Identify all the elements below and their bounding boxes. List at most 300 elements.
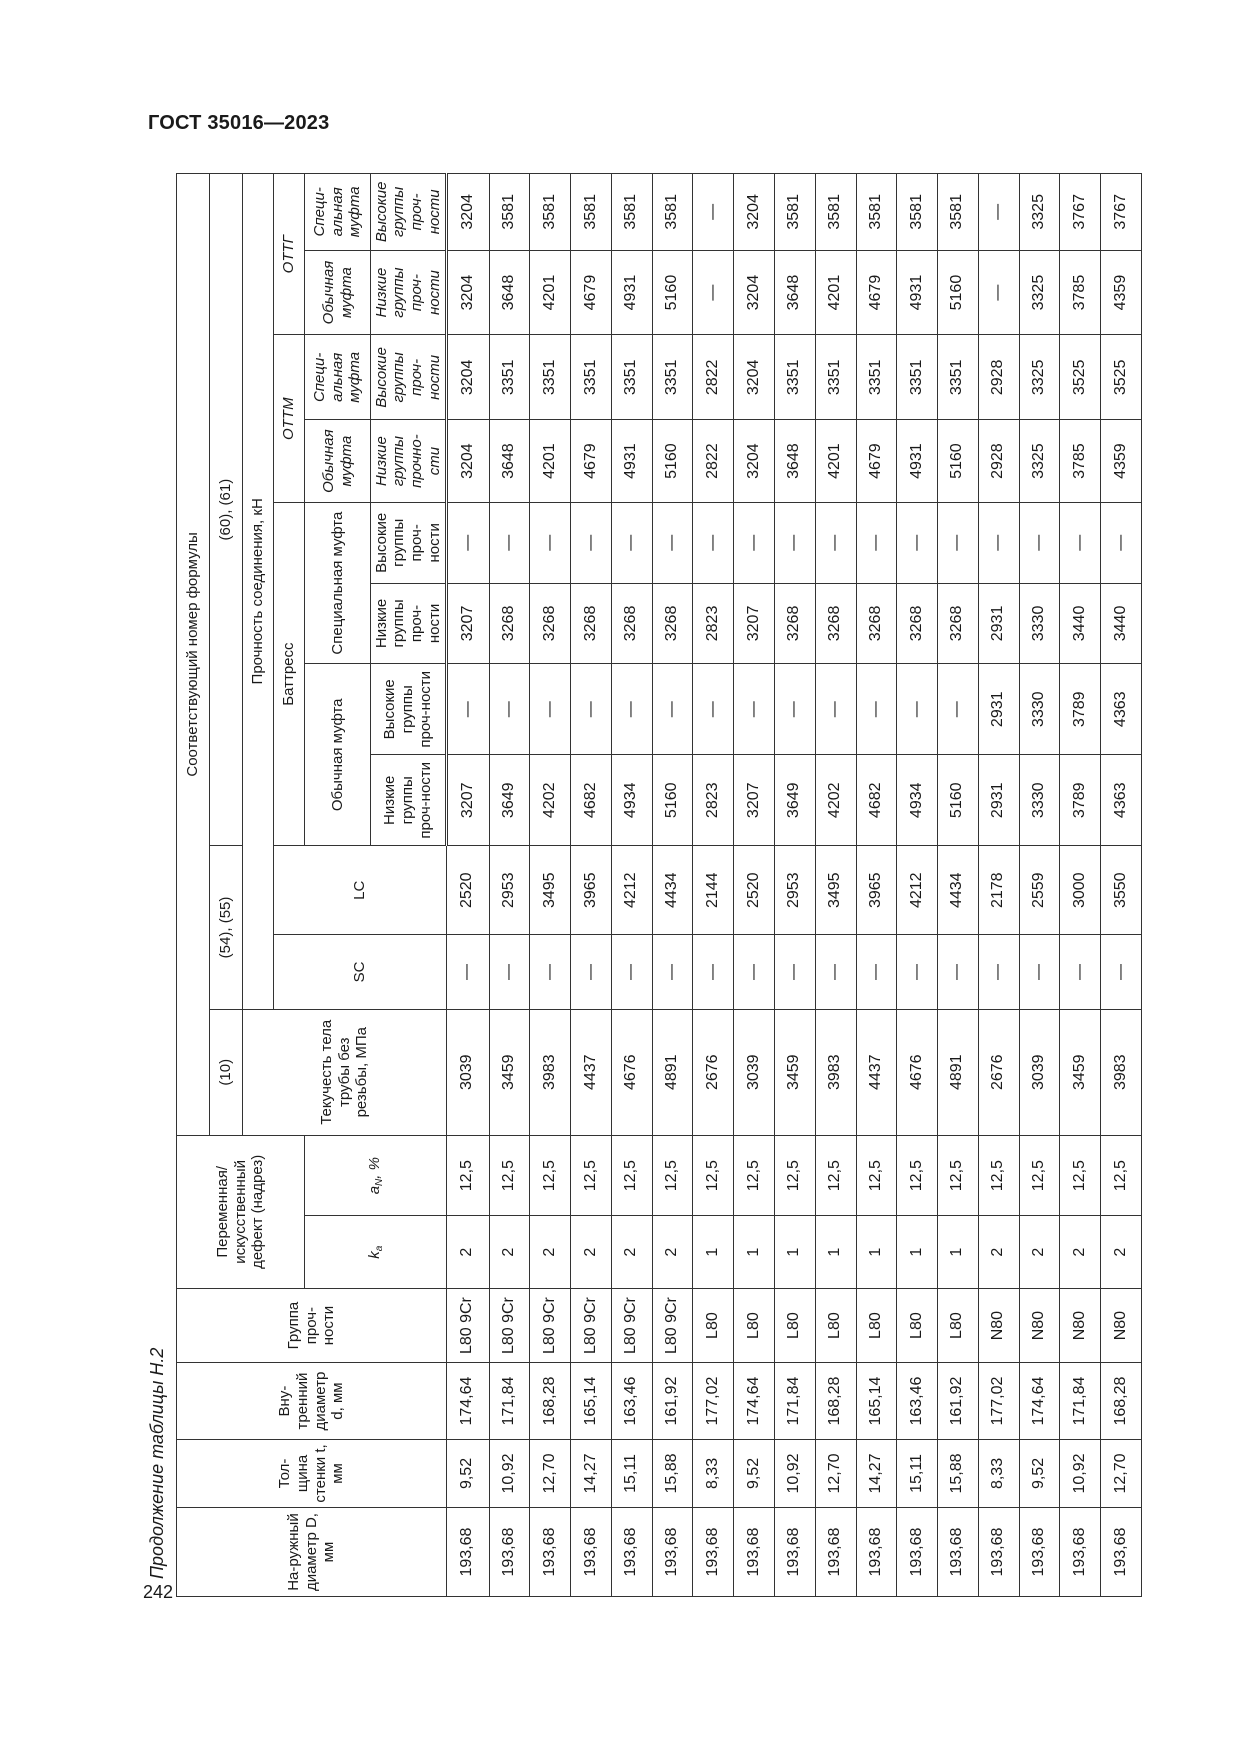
- table-cell: 12,70: [530, 1439, 571, 1507]
- table-cell: 3983: [815, 1009, 856, 1135]
- header-ka: $k_а$: [305, 1216, 447, 1288]
- header-ottg-regular-low: Низкие группы проч-ности: [371, 250, 447, 335]
- table-cell: 3351: [815, 335, 856, 420]
- table-cell: 3789: [1060, 755, 1101, 846]
- table-cell: 3351: [652, 335, 693, 420]
- table-cell: L80 9Cr: [571, 1288, 612, 1362]
- table-cell: 5160: [938, 420, 979, 503]
- table-cell: 168,28: [1101, 1363, 1142, 1440]
- table-cell: 4363: [1101, 664, 1142, 755]
- table-cell: 5160: [652, 420, 693, 503]
- table-cell: 3207: [734, 583, 775, 664]
- table-cell: 3440: [1060, 583, 1101, 664]
- header-buttress-regular-low: Низкие группы проч-ности: [371, 755, 447, 846]
- table-cell: —: [693, 935, 734, 1009]
- table-cell: 3268: [815, 583, 856, 664]
- table-cell: 3649: [489, 755, 530, 846]
- table-cell: 2: [652, 1216, 693, 1288]
- table-cell: 4931: [897, 420, 938, 503]
- table-cell: 12,5: [734, 1135, 775, 1216]
- table-cell: 3207: [447, 755, 490, 846]
- table-cell: 161,92: [938, 1363, 979, 1440]
- table-cell: 4934: [897, 755, 938, 846]
- table-cell: 193,68: [447, 1508, 490, 1597]
- table-cell: —: [571, 935, 612, 1009]
- table-cell: 14,27: [856, 1439, 897, 1507]
- table-cell: —: [774, 664, 815, 755]
- table-cell: 174,64: [1019, 1363, 1060, 1440]
- header-buttress-special-high: Высокие группы проч-ности: [371, 502, 447, 583]
- table-cell: —: [938, 502, 979, 583]
- table-cell: 4201: [815, 420, 856, 503]
- table-cell: —: [489, 664, 530, 755]
- table-cell: 10,92: [774, 1439, 815, 1507]
- rotated-table-frame: [176, 173, 1142, 1597]
- table-cell: 3581: [774, 174, 815, 251]
- table-cell: 3495: [815, 846, 856, 935]
- table-cell: 15,11: [897, 1439, 938, 1507]
- table-cell: —: [571, 664, 612, 755]
- table-cell: —: [734, 935, 775, 1009]
- table-cell: 4676: [611, 1009, 652, 1135]
- table-cell: 3204: [447, 250, 490, 335]
- table-row: [1019, 174, 1060, 1597]
- table-cell: 15,88: [938, 1439, 979, 1507]
- table-cell: 12,5: [693, 1135, 734, 1216]
- table-cell: 171,84: [1060, 1363, 1101, 1440]
- table-cell: 193,68: [530, 1508, 571, 1597]
- table-cell: 3204: [734, 250, 775, 335]
- table-cell: L80 9Cr: [652, 1288, 693, 1362]
- table-cell: 5160: [938, 755, 979, 846]
- table-row: [774, 174, 815, 1597]
- header-ottg: ОТТГ: [274, 174, 305, 335]
- table-cell: 193,68: [774, 1508, 815, 1597]
- table-cell: 193,68: [571, 1508, 612, 1597]
- table-cell: 3325: [1019, 335, 1060, 420]
- table-row: [693, 174, 734, 1597]
- table-cell: 5160: [938, 250, 979, 335]
- table-cell: —: [978, 250, 1019, 335]
- table-cell: 174,64: [734, 1363, 775, 1440]
- table-cell: 5160: [652, 250, 693, 335]
- table-cell: —: [693, 664, 734, 755]
- table-cell: 3325: [1019, 420, 1060, 503]
- table-cell: 177,02: [693, 1363, 734, 1440]
- table-cell: 4682: [856, 755, 897, 846]
- header-ottm: ОТТМ: [274, 335, 305, 503]
- table-cell: 3648: [489, 250, 530, 335]
- table-cell: L80: [815, 1288, 856, 1362]
- table-cell: 3268: [774, 583, 815, 664]
- table-cell: 12,70: [1101, 1439, 1142, 1507]
- table-cell: —: [1101, 935, 1142, 1009]
- table-cell: —: [530, 935, 571, 1009]
- table-cell: 3983: [1101, 1009, 1142, 1135]
- header-yield: Текучесть тела трубы без резьбы, МПа: [243, 1009, 447, 1135]
- table-cell: 193,68: [815, 1508, 856, 1597]
- table-cell: 2822: [693, 420, 734, 503]
- table-cell: 3330: [1019, 755, 1060, 846]
- table-cell: 3767: [1060, 174, 1101, 251]
- table-cell: L80 9Cr: [489, 1288, 530, 1362]
- table-row: [938, 174, 979, 1597]
- table-cell: —: [938, 935, 979, 1009]
- table-cell: 1: [815, 1216, 856, 1288]
- table-cell: 193,68: [1019, 1508, 1060, 1597]
- table-cell: 4359: [1101, 420, 1142, 503]
- table-cell: 15,11: [611, 1439, 652, 1507]
- table-cell: 161,92: [652, 1363, 693, 1440]
- table-cell: —: [815, 664, 856, 755]
- table-cell: 2: [571, 1216, 612, 1288]
- table-cell: L80: [693, 1288, 734, 1362]
- header-wall-thickness: Тол-щина стенки t, мм: [177, 1439, 447, 1507]
- table-cell: 2: [447, 1216, 490, 1288]
- table-cell: 12,5: [856, 1135, 897, 1216]
- table-cell: —: [1060, 502, 1101, 583]
- table-cell: 3268: [652, 583, 693, 664]
- table-cell: —: [447, 664, 490, 755]
- table-row: [571, 174, 612, 1597]
- table-cell: 2520: [447, 846, 490, 935]
- table-cell: —: [1060, 935, 1101, 1009]
- table-row: [734, 174, 775, 1597]
- table-row: [1101, 174, 1142, 1597]
- table-head: [177, 174, 447, 1597]
- table-cell: 3581: [530, 174, 571, 251]
- table-cell: 4679: [571, 250, 612, 335]
- table-cell: 12,5: [611, 1135, 652, 1216]
- table-cell: 3268: [856, 583, 897, 664]
- table-cell: 3204: [447, 174, 490, 251]
- table-cell: 4682: [571, 755, 612, 846]
- table-cell: 2: [978, 1216, 1019, 1288]
- table-cell: 3039: [1019, 1009, 1060, 1135]
- table-cell: 3204: [734, 174, 775, 251]
- table-cell: L80: [774, 1288, 815, 1362]
- table-cell: 1: [938, 1216, 979, 1288]
- table-cell: —: [571, 502, 612, 583]
- table-cell: 4434: [652, 846, 693, 935]
- table-cell: 1: [856, 1216, 897, 1288]
- header-buttress-regular-high: Высокие группы проч-ности: [371, 664, 447, 755]
- table-cell: 3268: [897, 583, 938, 664]
- table-cell: 4891: [938, 1009, 979, 1135]
- table-cell: 2520: [734, 846, 775, 935]
- table-cell: 12,5: [938, 1135, 979, 1216]
- table-cell: —: [897, 502, 938, 583]
- table-cell: 2928: [978, 335, 1019, 420]
- table-cell: 3039: [734, 1009, 775, 1135]
- table-cell: 3268: [611, 583, 652, 664]
- table-cell: —: [978, 935, 1019, 1009]
- table-cell: 4212: [897, 846, 938, 935]
- table-cell: 5160: [652, 755, 693, 846]
- table-cell: 12,5: [978, 1135, 1019, 1216]
- table-cell: 12,5: [652, 1135, 693, 1216]
- data-table: [176, 173, 1142, 1597]
- table-cell: —: [447, 935, 490, 1009]
- table-cell: 4202: [530, 755, 571, 846]
- table-cell: 168,28: [530, 1363, 571, 1440]
- header-inner-diameter: Вну-тренний диаметр d, мм: [177, 1363, 447, 1440]
- table-cell: 2: [489, 1216, 530, 1288]
- table-cell: 12,5: [571, 1135, 612, 1216]
- table-cell: —: [1101, 502, 1142, 583]
- table-cell: —: [734, 502, 775, 583]
- header-strength-group: Группа проч-ности: [177, 1288, 447, 1362]
- table-cell: 3351: [489, 335, 530, 420]
- table-cell: 3204: [447, 335, 490, 420]
- table-cell: 3785: [1060, 250, 1101, 335]
- table-cell: 4201: [530, 250, 571, 335]
- table-cell: 3648: [774, 250, 815, 335]
- table-cell: L80: [734, 1288, 775, 1362]
- table-cell: 1: [897, 1216, 938, 1288]
- table-row: [611, 174, 652, 1597]
- table-cell: —: [734, 664, 775, 755]
- table-cell: —: [652, 664, 693, 755]
- table-cell: 171,84: [489, 1363, 530, 1440]
- table-cell: 2931: [978, 583, 1019, 664]
- table-cell: N80: [1060, 1288, 1101, 1362]
- table-cell: 3351: [611, 335, 652, 420]
- table-cell: —: [693, 250, 734, 335]
- table-cell: —: [652, 935, 693, 1009]
- table-cell: —: [530, 502, 571, 583]
- header-formula-10: (10): [210, 1009, 243, 1135]
- table-cell: 4359: [1101, 250, 1142, 335]
- table-cell: L80: [897, 1288, 938, 1362]
- header-an: $a_N$, %: [305, 1135, 447, 1216]
- table-cell: 3330: [1019, 664, 1060, 755]
- table-cell: 4212: [611, 846, 652, 935]
- table-cell: 3351: [571, 335, 612, 420]
- table-cell: 1: [693, 1216, 734, 1288]
- table-cell: 165,14: [571, 1363, 612, 1440]
- table-cell: 193,68: [938, 1508, 979, 1597]
- table-row: [815, 174, 856, 1597]
- table-cell: 3351: [774, 335, 815, 420]
- table-cell: 193,68: [611, 1508, 652, 1597]
- table-cell: 2676: [978, 1009, 1019, 1135]
- table-cell: 171,84: [774, 1363, 815, 1440]
- table-cell: 3767: [1101, 174, 1142, 251]
- table-cell: —: [447, 502, 490, 583]
- table-cell: 3351: [938, 335, 979, 420]
- table-cell: —: [774, 935, 815, 1009]
- table-cell: 4437: [856, 1009, 897, 1135]
- header-ottm-special-high: Высокие группы проч-ности: [371, 335, 447, 420]
- table-cell: —: [530, 664, 571, 755]
- table-cell: N80: [1101, 1288, 1142, 1362]
- table-cell: 3204: [734, 335, 775, 420]
- table-cell: 3649: [774, 755, 815, 846]
- table-cell: 3459: [1060, 1009, 1101, 1135]
- table-cell: —: [815, 502, 856, 583]
- table-cell: 2: [1101, 1216, 1142, 1288]
- table-cell: N80: [1019, 1288, 1060, 1362]
- table-cell: 193,68: [978, 1508, 1019, 1597]
- table-cell: 3268: [938, 583, 979, 664]
- table-cell: —: [1019, 935, 1060, 1009]
- table-cell: 1: [734, 1216, 775, 1288]
- table-cell: —: [652, 502, 693, 583]
- page-number: 242: [143, 1582, 174, 1602]
- table-cell: 3325: [1019, 250, 1060, 335]
- header-connection-strength: Прочность соединения, кН: [243, 174, 274, 1010]
- table-cell: 168,28: [815, 1363, 856, 1440]
- table-row: [530, 174, 571, 1597]
- table-cell: —: [489, 935, 530, 1009]
- table-cell: 3581: [489, 174, 530, 251]
- table-row: [897, 174, 938, 1597]
- header-ottg-special: Специ-альная муфта: [305, 174, 371, 251]
- table-cell: 3581: [652, 174, 693, 251]
- table-cell: 163,46: [611, 1363, 652, 1440]
- table-cell: 193,68: [693, 1508, 734, 1597]
- header-defect: Переменная/искусственный дефект (надрез): [177, 1135, 305, 1288]
- table-cell: 2823: [693, 755, 734, 846]
- table-cell: L80: [856, 1288, 897, 1362]
- table-cell: 2931: [978, 755, 1019, 846]
- table-cell: 174,64: [447, 1363, 490, 1440]
- table-cell: 4437: [571, 1009, 612, 1135]
- table-cell: 4891: [652, 1009, 693, 1135]
- header-buttress-regular: Обычная муфта: [305, 664, 371, 846]
- table-row: [1060, 174, 1101, 1597]
- table-cell: —: [1019, 502, 1060, 583]
- table-cell: 3440: [1101, 583, 1142, 664]
- header-ottm-regular-low: Низкие группы прочно-сти: [371, 420, 447, 503]
- header-sc: SC: [274, 935, 447, 1009]
- table-cell: 4201: [815, 250, 856, 335]
- table-cell: 4679: [571, 420, 612, 503]
- table-cell: —: [815, 935, 856, 1009]
- table-cell: 1: [774, 1216, 815, 1288]
- table-cell: 2953: [489, 846, 530, 935]
- table-cell: 2953: [774, 846, 815, 935]
- table-cell: 3581: [571, 174, 612, 251]
- table-cell: 3351: [897, 335, 938, 420]
- table-cell: 3351: [856, 335, 897, 420]
- header-buttress-special-low: Низкие группы проч-ности: [371, 583, 447, 664]
- header-ottm-regular: Обычная муфта: [305, 420, 371, 503]
- table-cell: 3581: [897, 174, 938, 251]
- table-cell: 3330: [1019, 583, 1060, 664]
- table-cell: —: [897, 664, 938, 755]
- table-cell: 9,52: [447, 1439, 490, 1507]
- table-cell: 2931: [978, 664, 1019, 755]
- table-cell: 3581: [856, 174, 897, 251]
- table-caption: Продолжение таблицы Н.2: [147, 1347, 167, 1579]
- table-cell: 193,68: [856, 1508, 897, 1597]
- table-cell: 193,68: [489, 1508, 530, 1597]
- table-cell: —: [611, 502, 652, 583]
- table-cell: —: [856, 935, 897, 1009]
- table-cell: —: [774, 502, 815, 583]
- header-buttress-special: Специальная муфта: [305, 502, 371, 663]
- table-cell: 165,14: [856, 1363, 897, 1440]
- table-cell: 4676: [897, 1009, 938, 1135]
- table-cell: 3495: [530, 846, 571, 935]
- table-cell: 3525: [1101, 335, 1142, 420]
- table-cell: 14,27: [571, 1439, 612, 1507]
- table-row: [652, 174, 693, 1597]
- table-cell: 2144: [693, 846, 734, 935]
- table-cell: 2178: [978, 846, 1019, 935]
- table-cell: 3965: [571, 846, 612, 935]
- header-ottg-special-high: Высокие группы проч-ности: [371, 174, 447, 251]
- table-cell: —: [489, 502, 530, 583]
- table-cell: —: [611, 664, 652, 755]
- table-cell: 193,68: [1101, 1508, 1142, 1597]
- table-cell: 4434: [938, 846, 979, 935]
- table-cell: 3204: [447, 420, 490, 503]
- table-cell: 3581: [611, 174, 652, 251]
- table-cell: 3204: [734, 420, 775, 503]
- table-cell: 15,88: [652, 1439, 693, 1507]
- table-cell: —: [978, 174, 1019, 251]
- table-cell: 10,92: [489, 1439, 530, 1507]
- table-cell: 3648: [774, 420, 815, 503]
- table-cell: 3965: [856, 846, 897, 935]
- table-cell: 3039: [447, 1009, 490, 1135]
- table-cell: 3525: [1060, 335, 1101, 420]
- table-cell: 12,5: [1019, 1135, 1060, 1216]
- table-cell: 2676: [693, 1009, 734, 1135]
- table-cell: 193,68: [652, 1508, 693, 1597]
- table-cell: 3207: [734, 755, 775, 846]
- table-cell: 4201: [530, 420, 571, 503]
- table-cell: 3207: [447, 583, 490, 664]
- table-cell: L80: [938, 1288, 979, 1362]
- table-cell: N80: [978, 1288, 1019, 1362]
- table-cell: L80 9Cr: [611, 1288, 652, 1362]
- table-cell: —: [693, 174, 734, 251]
- table-cell: 177,02: [978, 1363, 1019, 1440]
- table-cell: 3268: [571, 583, 612, 664]
- table-row: [978, 174, 1019, 1597]
- table-cell: 12,5: [530, 1135, 571, 1216]
- table-cell: 2: [1019, 1216, 1060, 1288]
- table-cell: 9,52: [734, 1439, 775, 1507]
- table-cell: —: [856, 502, 897, 583]
- document-title: ГОСТ 35016—2023: [148, 112, 330, 134]
- table-cell: 4934: [611, 755, 652, 846]
- table-cell: L80 9Cr: [530, 1288, 571, 1362]
- table-cell: 8,33: [978, 1439, 1019, 1507]
- table-cell: 2: [611, 1216, 652, 1288]
- table-cell: 4679: [856, 420, 897, 503]
- table-cell: —: [693, 502, 734, 583]
- table-cell: —: [978, 502, 1019, 583]
- table-cell: 4931: [611, 420, 652, 503]
- table-cell: 2: [1060, 1216, 1101, 1288]
- table-cell: 2823: [693, 583, 734, 664]
- table-body: [447, 174, 1142, 1597]
- table-cell: 2: [530, 1216, 571, 1288]
- table-cell: 12,5: [774, 1135, 815, 1216]
- table-cell: —: [938, 664, 979, 755]
- table-row: [489, 174, 530, 1597]
- table-cell: 3000: [1060, 846, 1101, 935]
- table-cell: —: [611, 935, 652, 1009]
- table-row: [856, 174, 897, 1597]
- table-cell: 193,68: [734, 1508, 775, 1597]
- table-cell: 3983: [530, 1009, 571, 1135]
